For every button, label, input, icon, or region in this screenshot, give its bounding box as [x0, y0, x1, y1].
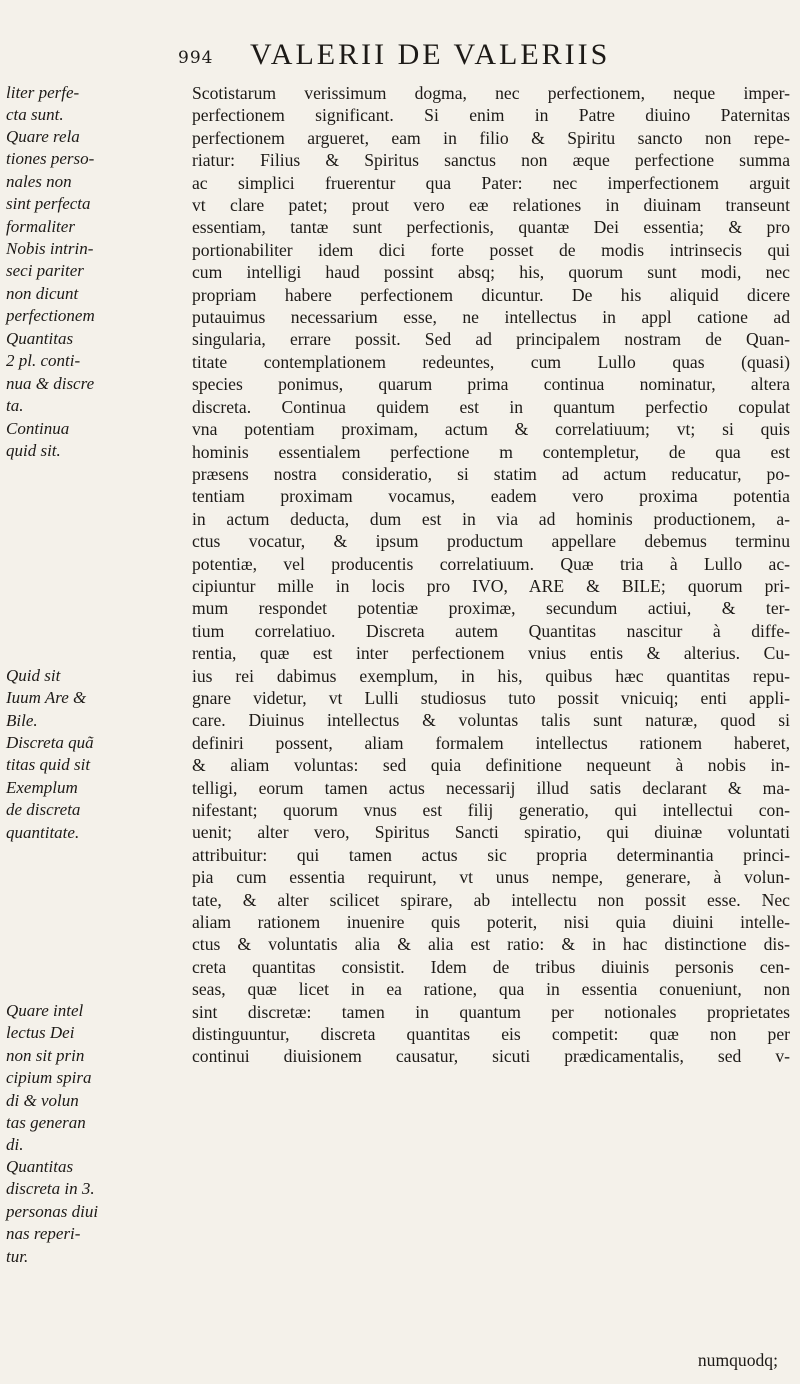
margin-note-line: Quantitas [6, 1157, 74, 1176]
text-line: essentiam, tantæ sunt perfectionis, quantæ Dei essentia; & pro [192, 217, 790, 238]
text-line: attribuitur: qui tamen actus sic propria determinantia princi- [192, 844, 790, 865]
text-line: pia cum essentia requirunt, vt unus nempe, generare, à volun- [192, 867, 790, 888]
text-line: creta quantitas consistit. Idem de tribus diuinis personis cen- [192, 956, 790, 977]
text-line: aliam rationem inuenire quis poterit, nisi quia diuini intelle- [192, 912, 790, 933]
text-line: telligi, eorum tamen actus necessarij illud satis declarant & ma- [192, 777, 790, 798]
text-line: singularia, errare possit. Sed ad principalem nostram de Quan- [192, 329, 790, 350]
text-line: & aliam voluntas: sed quia definitione nequeunt à nobis in- [192, 755, 790, 776]
text-line: portionabiliter idem dici forte posset de modis intrinsecis qui [192, 239, 790, 260]
text-line: præsens nostra consideratio, si statim ad actum reducatur, po- [192, 463, 790, 484]
margin-note-line: liter perfe- [6, 83, 80, 102]
margin-note-line: Iuum Are & [6, 688, 87, 708]
margin-note-line: 2 pl. conti- [6, 351, 81, 371]
text-line: distinguuntur, discreta quantitas eis competit: quæ non per [192, 1024, 790, 1045]
margin-note-line: sint perfecta [6, 194, 91, 214]
margin-note [6, 418, 181, 463]
margin-note-line: Quare intel [6, 1001, 84, 1020]
margin-note-line: Quantitas [6, 329, 74, 348]
text-line: ius rei dabimus exemplum, in his, quibus hæc quantitas repu- [192, 665, 790, 686]
text-line: discreta. Continua quidem est in quantum perfectio copulat [192, 396, 790, 417]
text-line: in actum deducta, dum est in via ad hominis productionem, a- [192, 508, 790, 529]
text-line: definiri possent, aliam formalem intellectus rationem haberet, [192, 732, 790, 753]
text-line: uenit; alter vero, Spiritus Sancti spiratio, qui diuinæ voluntati [192, 822, 790, 843]
margin-note-line: non sit prin [6, 1045, 85, 1065]
running-head: VALERII DE VALERIIS [250, 38, 611, 71]
margin-note-line: formaliter [6, 216, 75, 236]
text-line: nifestant; quorum vnus est filij generatio, qui intellectui con- [192, 800, 790, 820]
margin-note-line: de discreta [6, 800, 81, 820]
text-line: perfectionem significant. Si enim in Patre diuino Paternitas [192, 105, 790, 126]
text-line: mum respondet potentiæ proximæ, secundum actiui, & ter- [192, 598, 790, 619]
margin-note-line: di & volun [6, 1090, 79, 1110]
text-line: vt clare patet; prout vero eæ relationes in diuinam transeunt [192, 195, 790, 216]
margin-note-line: non dicunt [6, 283, 79, 303]
margin-note-line: Bile. [6, 710, 38, 730]
text-line: tium correlatiuo. Discreta autem Quantitas nascitur à diffe- [192, 620, 790, 641]
margin-note [6, 1000, 181, 1157]
text-line: rentia, quæ est inter perfectionem vnius entis & alterius. Cu- [192, 643, 790, 664]
text-line: titate contemplationem redeuntes, cum Lullo quas (quasi) [192, 351, 790, 372]
margin-note-line: Continua [6, 419, 70, 438]
margin-note-line: personas diui [6, 1201, 99, 1221]
margin-note [6, 1156, 181, 1268]
margin-note-line: lectus Dei [6, 1023, 75, 1043]
text-line: tate, & alter scilicet spirare, ab intellectu non possit esse. Nec [192, 889, 790, 910]
text-line: species ponimus, quarum prima continua nominatur, altera [192, 374, 790, 395]
text-line: cipiuntur mille in locis pro IVO, ARE & BILE; quorum pri- [192, 575, 790, 596]
margin-note-line: nua & discre [6, 373, 95, 393]
text-line: tentiam proximam vocamus, eadem vero proxima potentia [192, 486, 790, 507]
text-line: Scotistarum verissimum dogma, nec perfectionem, neque imper- [192, 83, 790, 103]
text-line: potentiæ, vel producentis correlatiuum. Quæ tria à Lullo ac- [192, 553, 790, 574]
margin-note-line: Quare rela [6, 127, 80, 146]
margin-note-line: ta. [6, 396, 24, 416]
margin-note-line: Nobis intrin- [6, 239, 94, 258]
text-line: sint discretæ: tamen in quantum per notionales proprietates [192, 1001, 790, 1022]
text-line: ac simplici fruerentur qua Pater: nec imperfectionem arguit [192, 172, 790, 193]
margin-note [6, 732, 181, 844]
margin-note-line: cta sunt. [6, 105, 64, 125]
margin-note-line: quantitate. [6, 822, 80, 842]
margin-note-line: nales non [6, 171, 72, 191]
margin-note-line: Quid sit [6, 666, 61, 685]
margin-note-line: tur. [6, 1246, 29, 1266]
text-line: propriam habere perfectionem dicuntur. De his aliquid dicere [192, 284, 790, 305]
text-line: ctus & voluntatis alia & alia est ratio: & in hac distinctione dis- [192, 934, 790, 955]
text-line: continui diuisionem causatur, sicuti prædicamentalis, sed v- [192, 1046, 790, 1067]
margin-note-line: Discreta quã [6, 733, 94, 752]
text-line: seas, quæ licet in ea ratione, qua in essentia conueniunt, non [192, 979, 790, 1000]
margin-note [6, 238, 181, 328]
margin-note [6, 126, 181, 238]
text-line: perfectionem argueret, eam in filio & Spiritu sancto non repe- [192, 127, 790, 148]
text-line: riatur: Filius & Spiritus sanctus non æque perfectione summa [192, 150, 790, 171]
text-line: care. Diuinus intellectus & voluntas talis sunt naturæ, quod si [192, 710, 790, 731]
text-line: gnare videtur, vt Lulli studiosus tuto possit vnicuiq; enti appli- [192, 687, 790, 708]
margin-note-line: di. [6, 1135, 24, 1155]
margin-note-line: perfectionem [6, 306, 95, 326]
margin-note-line: tas generan [6, 1113, 86, 1133]
text-line: putauimus necessarium esse, ne intellectus in appl catione ad [192, 307, 790, 328]
margin-note-line: nas reperi- [6, 1224, 81, 1244]
catchword: numquodq; [697, 1350, 778, 1370]
margin-note-line: cipium spira [6, 1068, 92, 1088]
page-number: 994 [178, 48, 214, 68]
margin-note [6, 328, 181, 418]
margin-notes [6, 82, 181, 1382]
text-line: hominis essentialem perfectione m contempletur, de qua est [192, 441, 790, 462]
text-line: cum intelligi haud possint absq; his, quorum sunt modi, nec [192, 262, 790, 283]
text-line: vna potentiam proximam, actum & correlatiuum; vt; si quis [192, 419, 790, 440]
margin-note-line: tiones perso- [6, 149, 95, 169]
margin-note-line: seci pariter [6, 261, 84, 281]
main-text [192, 82, 790, 1068]
margin-note-line: quid sit. [6, 441, 61, 461]
margin-note [6, 82, 181, 127]
margin-note [6, 665, 181, 732]
margin-note-line: Exemplum [6, 777, 78, 797]
margin-note-line: titas quid sit [6, 755, 91, 775]
margin-note-line: discreta in 3. [6, 1179, 95, 1199]
text-line: ctus vocatur, & ipsum productum appellare debemus terminu [192, 531, 790, 552]
